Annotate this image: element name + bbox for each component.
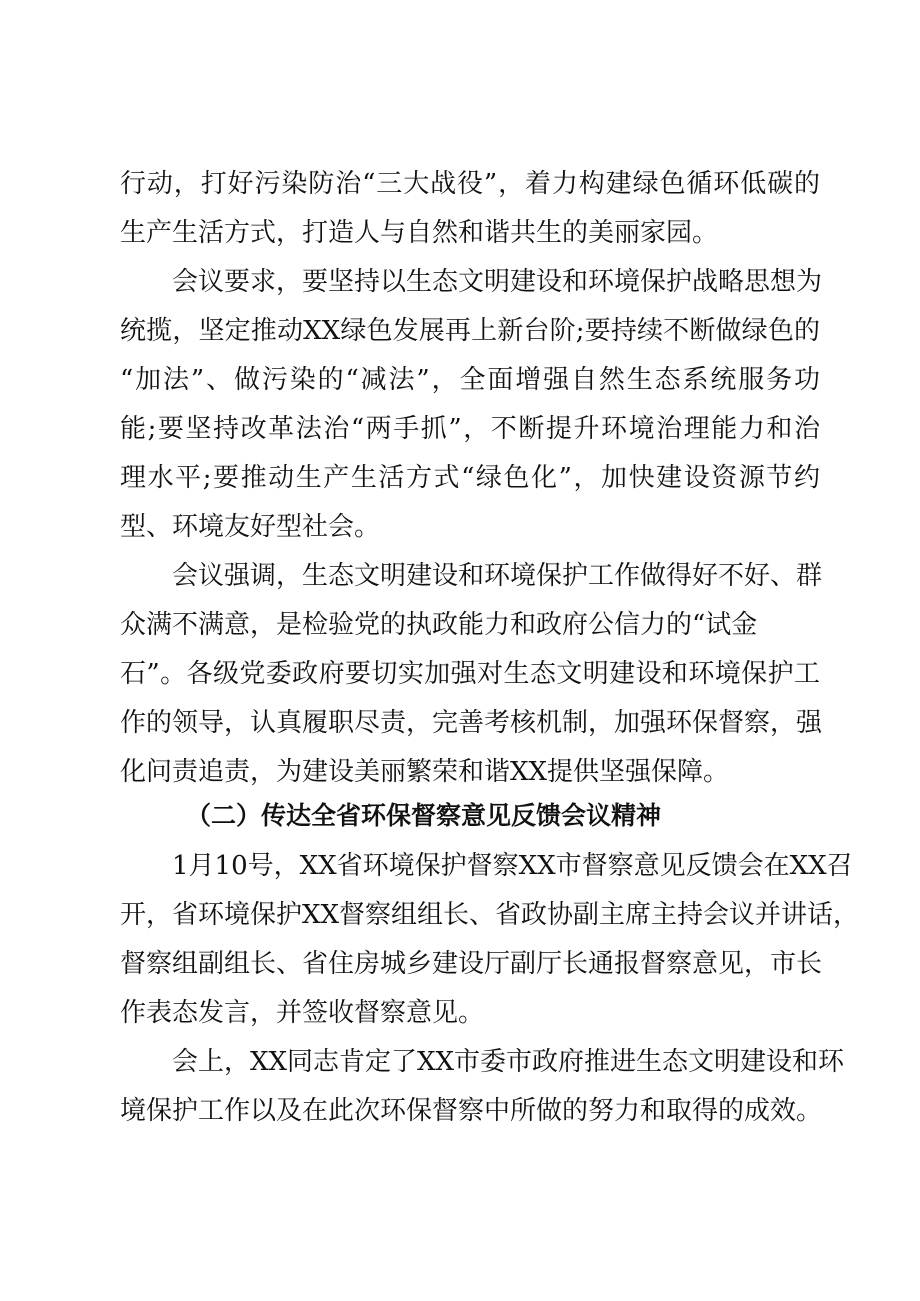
paragraph-line: 能;要坚持改革法治“两手抓”，不断提升环境治理能力和治: [120, 414, 820, 444]
paragraph-line: 型、环境友好型社会。: [120, 512, 381, 542]
paragraph-line: “加法”、做污染的“减法”，全面增强自然生态系统服务功: [120, 365, 820, 395]
paragraph-line: 行动，打好污染防治“三大战役”，着力构建绿色循环低碳的: [120, 169, 820, 199]
paragraph-line: 督察组副组长、省住房城乡建设厅副厅长通报督察意见，市长: [120, 949, 823, 979]
paragraph-line: 作的领导，认真履职尽责，完善考核机制，加强环保督察，强: [120, 708, 823, 738]
paragraph-line: 统揽，坚定推动XX绿色发展再上新台阶;要持续不断做绿色的: [120, 316, 820, 346]
paragraph-line: 会议要求，要坚持以生态文明建设和环境保护战略思想为: [172, 267, 823, 297]
paragraph-line: 作表态发言，并签收督察意见。: [120, 998, 485, 1028]
paragraph-line: 开，省环境保护XX督察组组长、省政协副主席主持会议并讲话，: [120, 900, 860, 930]
paragraph-line: 1月10号，XX省环境保护督察XX市督察意见反馈会在XX召: [172, 851, 853, 881]
paragraph-line: 境保护工作以及在此次环保督察中所做的努力和取得的成效。: [120, 1096, 823, 1126]
paragraph-line: 生产生活方式，打造人与自然和谐共生的美丽家园。: [120, 218, 719, 248]
paragraph-line: 化问责追责，为建设美丽繁荣和谐XX提供坚强保障。: [120, 757, 730, 787]
paragraph-line: 众满不满意，是检验党的执政能力和政府公信力的“试金: [120, 610, 758, 640]
paragraph-line: 会议强调，生态文明建设和环境保护工作做得好不好、群: [172, 561, 823, 591]
paragraph-line: 石”。各级党委政府要切实加强对生态文明建设和环境保护工: [120, 659, 820, 689]
paragraph-line: 理水平;要推动生产生活方式“绿色化”，加快建设资源节约: [120, 463, 820, 493]
paragraph-line: 会上，XX同志肯定了XX市委市政府推进生态文明建设和环: [172, 1047, 845, 1077]
section-heading: （二）传达全省环保督察意见反馈会议精神: [186, 801, 662, 830]
